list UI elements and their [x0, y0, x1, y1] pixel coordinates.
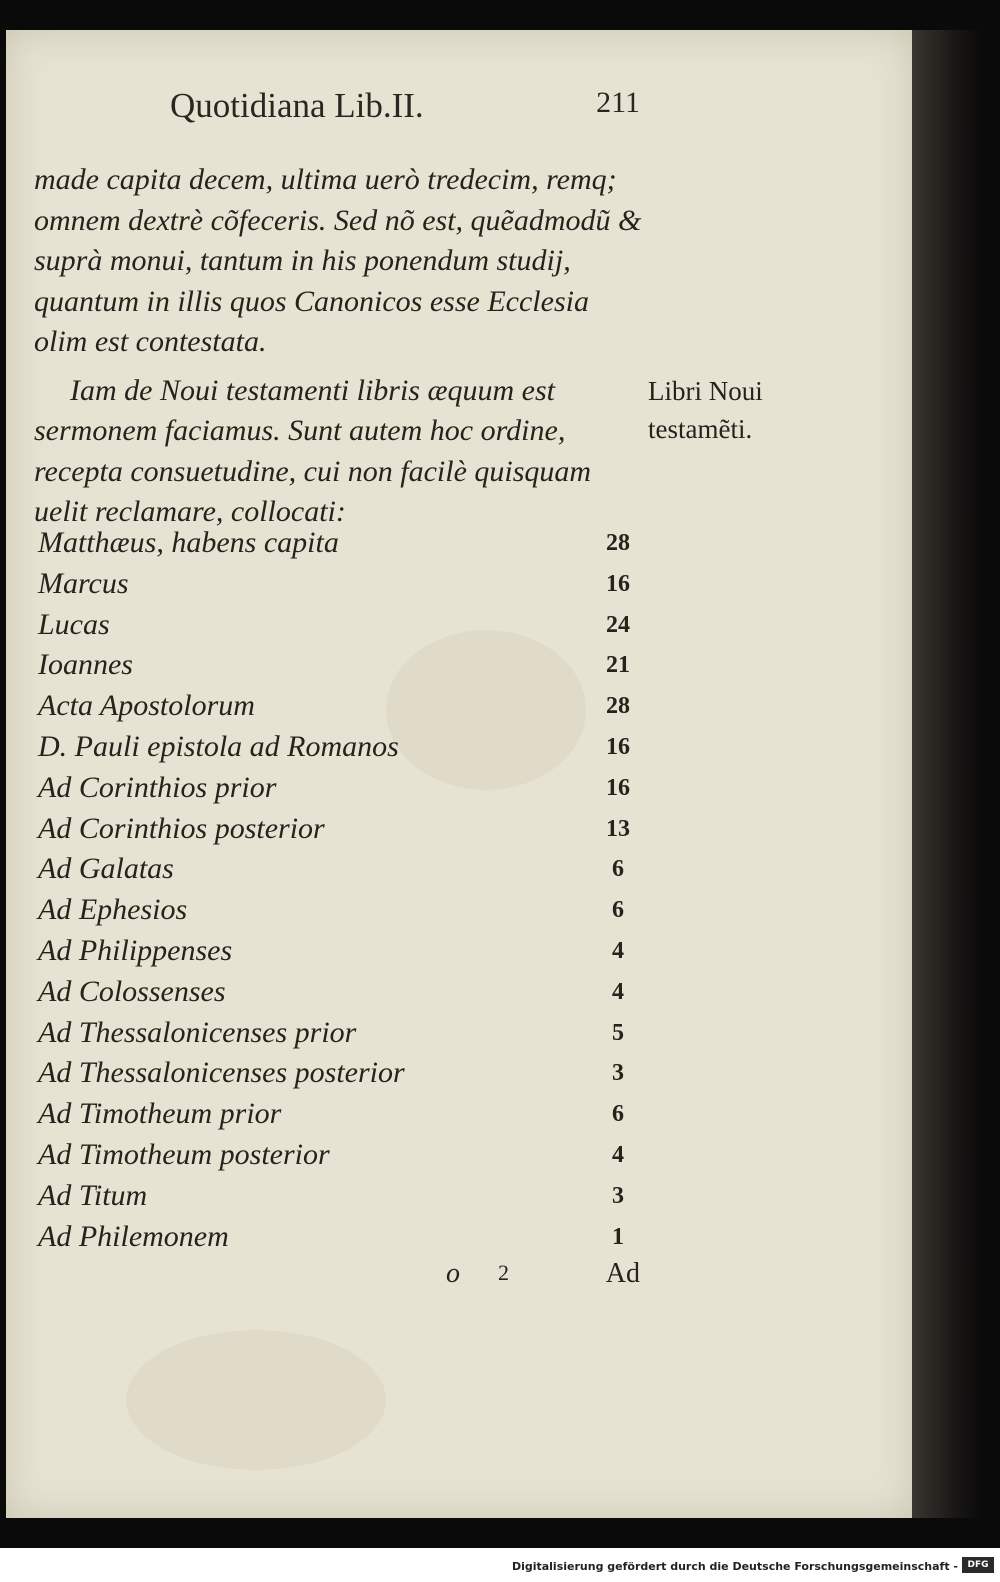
chapter-count: 16	[606, 774, 630, 801]
chapter-count: 21	[606, 652, 630, 679]
book-name: Ad Corinthios prior	[38, 770, 277, 804]
chapter-count: 3	[612, 1182, 624, 1209]
list-item	[38, 1093, 638, 1134]
book-name: Ad Timotheum prior	[38, 1097, 282, 1131]
list-item	[38, 767, 638, 808]
body-text	[34, 160, 644, 533]
chapter-count: 28	[606, 693, 630, 720]
chapter-count: 6	[612, 897, 624, 924]
list-item	[38, 808, 638, 849]
book-gutter	[912, 30, 982, 1518]
chapter-count: 16	[606, 570, 630, 597]
signature-number: 2	[498, 1260, 509, 1285]
list-item	[38, 848, 638, 889]
list-item	[38, 563, 638, 604]
list-item	[38, 685, 638, 726]
book-list	[38, 522, 638, 1256]
paper-stain	[126, 1330, 386, 1470]
list-item	[38, 644, 638, 685]
book-name: Ad Titum	[38, 1178, 148, 1212]
chapter-count: 4	[612, 1141, 624, 1168]
paragraph-1: made capita decem, ultima uerò tredecim, remq; omnem dextrè cõfeceris. Sed nõ est, quẽadmodũ & suprà monui, tantum in his ponendum studij, quantum in illis quos Canonicos esse Ecclesia olim est contestata.	[34, 163, 642, 358]
footer-credit: Digitalisierung gefördert durch die Deutsche Forschungsgemeinschaft -	[511, 1560, 958, 1573]
book-name: Ad Thessalonicenses posterior	[38, 1056, 405, 1090]
list-item	[38, 1052, 638, 1093]
list-item	[38, 726, 638, 767]
chapter-count: 1	[612, 1223, 624, 1250]
chapter-count: 4	[612, 978, 624, 1005]
book-name: D. Pauli epistola ad Romanos	[38, 729, 399, 763]
list-item	[38, 930, 638, 971]
list-item	[38, 1175, 638, 1216]
book-name: Ad Colossenses	[38, 974, 226, 1008]
chapter-count: 16	[606, 733, 630, 760]
running-head	[170, 86, 640, 136]
chapter-count: 28	[606, 530, 630, 556]
digitization-footer	[0, 1548, 1000, 1582]
list-item	[38, 1216, 638, 1257]
book-name: Ad Timotheum posterior	[38, 1137, 330, 1171]
chapter-count: 6	[612, 856, 624, 883]
dfg-logo: DFG	[962, 1557, 994, 1573]
book-name: Ad Philippenses	[38, 933, 233, 967]
book-name: Acta Apostolorum	[38, 689, 255, 723]
list-item	[38, 971, 638, 1012]
book-name: Lucas	[38, 607, 110, 641]
marginal-note-line-1: Libri Noui	[648, 376, 763, 406]
book-name: Matthæus, habens capita	[38, 526, 339, 559]
page-number: 211	[596, 86, 640, 119]
list-item	[38, 1012, 638, 1053]
list-item	[38, 522, 638, 563]
chapter-count: 6	[612, 1101, 624, 1128]
list-item	[38, 889, 638, 930]
book-name: Ad Thessalonicenses prior	[38, 1015, 357, 1049]
book-name: Ad Galatas	[38, 852, 174, 886]
marginal-note	[648, 372, 818, 448]
book-name: Ioannes	[38, 648, 133, 682]
list-item	[38, 604, 638, 645]
book-name: Ad Philemonem	[38, 1219, 229, 1253]
signature-mark: o	[446, 1258, 460, 1289]
chapter-count: 3	[612, 1060, 624, 1087]
chapter-count: 13	[606, 815, 630, 842]
book-name: Ad Corinthios posterior	[38, 811, 325, 845]
list-item	[38, 1134, 638, 1175]
book-name: Ad Ephesios	[38, 893, 188, 927]
chapter-count: 24	[606, 611, 630, 638]
running-head-title: Quotidiana Lib.II.	[170, 86, 424, 125]
book-name: Marcus	[38, 566, 129, 600]
chapter-count: 5	[612, 1019, 624, 1046]
paragraph-2: Iam de Noui testamenti libris æquum est sermonem faciamus. Sunt autem hoc ordine, recepta consuetudine, cui non facilè quisquam uelit reclamare, collocati:	[34, 373, 592, 528]
catchline	[440, 1258, 640, 1298]
chapter-count: 4	[612, 937, 624, 964]
marginal-note-line-2: testamẽti.	[648, 414, 753, 444]
catchword: Ad	[605, 1258, 640, 1289]
